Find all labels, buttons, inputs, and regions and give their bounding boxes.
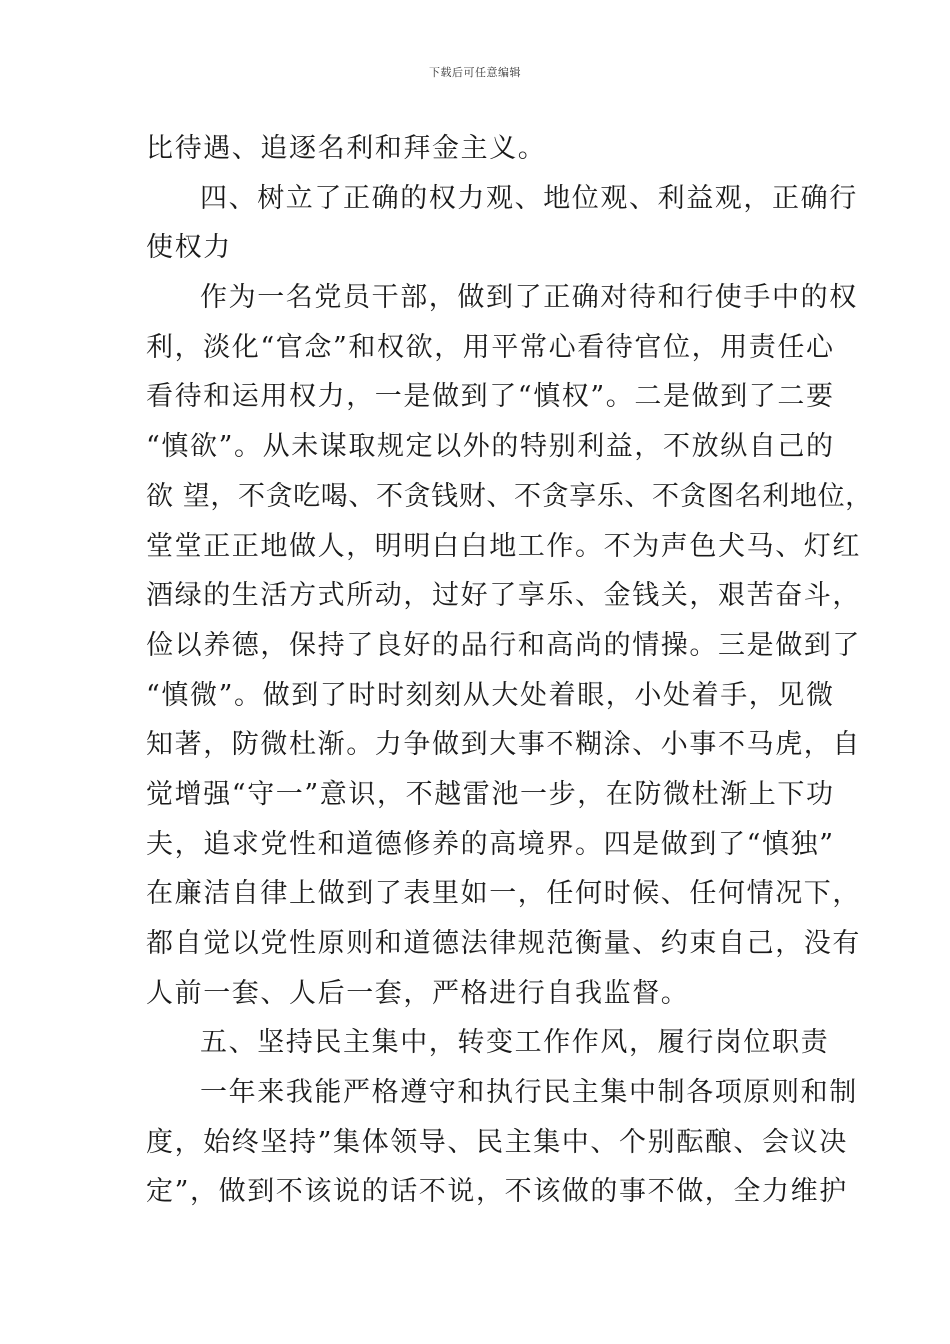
text-line: 人前一套、人后一套，严格进行自我监督。 [146,977,690,1009]
paragraph-start: 一年来我能严格遵守和执行民主集中制各项原则和制 [200,1077,858,1109]
text-line: 定”，做到不该说的话不说，不该做的事不做，全力维护 [146,1176,848,1208]
text-line: 利，淡化“官念”和权欲，用平常心看待官位，用责任心 [146,331,835,363]
text-line: 俭以养德，保持了良好的品行和高尚的情操。三是做到了 [146,629,861,661]
text-line: 欲 望，不贪吃喝、不贪钱财、不贪享乐、不贪图名利地位， [146,480,873,512]
text-line: 觉增强“守一”意识，不越雷池一步，在防微杜渐上下功 [146,778,835,810]
text-line: 看待和运用权力，一是做到了“慎权”。二是做到了二要 [146,381,835,413]
paragraph-start: 作为一名党员干部，做到了正确对待和行使手中的权 [200,282,858,314]
text-line: 堂堂正正地做人，明明白白地工作。不为声色犬马、灯红 [146,530,861,562]
section-heading-continued: 使权力 [146,232,232,264]
text-line: 度，始终坚持”集体领导、民主集中、个别酝酿、会议决 [146,1126,848,1158]
section-heading: 五、坚持民主集中，转变工作作风，履行岗位职责 [200,1027,830,1059]
text-line: 在廉洁自律上做到了表里如一，任何时候、任何情况下， [146,878,861,910]
text-line: “慎欲”。从未谋取规定以外的特别利益，不放纵自己的 [146,431,835,463]
text-line: 酒绿的生活方式所动，过好了享乐、金钱关，艰苦奋斗， [146,580,861,612]
text-line: 夫，追求党性和道德修养的高境界。四是做到了“慎独” [146,828,835,860]
text-line: 都自觉以党性原则和道德法律规范衡量、约束自己，没有 [146,928,861,959]
text-line: 知著，防微杜渐。力争做到大事不糊涂、小事不马虎，自 [146,729,861,761]
text-line: 比待遇、追逐名利和拜金主义。 [146,133,547,164]
section-heading: 四、树立了正确的权力观、地位观、利益观，正确行 [200,182,858,214]
header-note: 下载后可任意编辑 [429,66,521,79]
text-line: “慎微”。做到了时时刻刻从大处着眼，小处着手，见微 [146,679,835,711]
body-text [146,124,873,1217]
